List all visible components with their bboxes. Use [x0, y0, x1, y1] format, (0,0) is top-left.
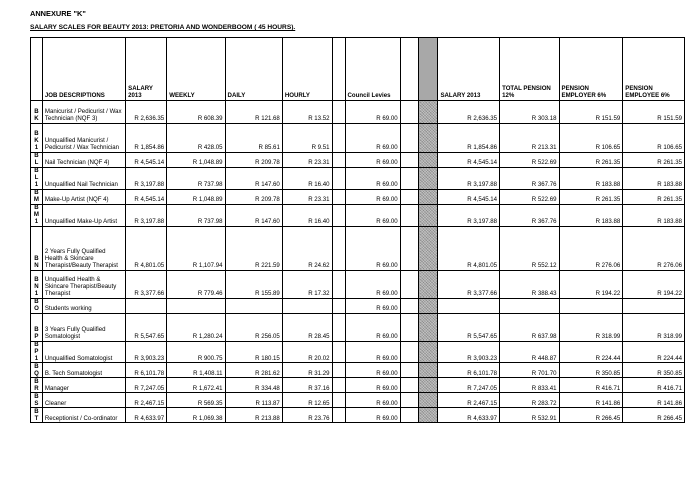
total-pension-cell: R 448.87 — [500, 341, 559, 363]
salary-cell: R 5,547.65 — [126, 313, 167, 341]
salary-header: SALARY 2013 — [126, 38, 167, 101]
hourly-cell: R 17.32 — [282, 270, 332, 298]
job-description: Unqualified Make-Up Artist — [42, 204, 125, 226]
pension-employee-cell: R 224.44 — [623, 341, 685, 363]
pension-employer-cell: R 261.35 — [559, 153, 623, 168]
weekly-cell: R 900.75 — [167, 341, 225, 363]
hourly-cell: R 37.16 — [282, 378, 332, 393]
total-pension-cell: R 303.18 — [500, 101, 559, 124]
pension-employee-cell: R 318.99 — [623, 313, 685, 341]
hourly-cell: R 13.52 — [282, 101, 332, 124]
job-description: Manager — [42, 378, 125, 393]
shaded-cell — [419, 408, 438, 423]
weekly-cell: R 608.39 — [167, 101, 225, 124]
annexure-title: ANNEXURE "K" — [30, 9, 86, 18]
spacer-cell — [400, 378, 418, 393]
table-row — [31, 378, 685, 393]
pension-employer-cell: R 183.88 — [559, 204, 623, 226]
daily-cell: R 155.89 — [225, 270, 282, 298]
job-description: Receptionist / Co-ordinator — [42, 408, 125, 423]
salary-2013-header: SALARY 2013 — [438, 38, 500, 101]
spacer-cell — [332, 124, 345, 153]
hourly-cell: R 9.51 — [282, 124, 332, 153]
spacer-cell — [332, 101, 345, 124]
row-code: B M 1 — [31, 204, 43, 226]
weekly-cell: R 1,069.38 — [167, 408, 225, 423]
pension-employer-cell: R 194.22 — [559, 270, 623, 298]
total-pension-cell: R 532.91 — [500, 408, 559, 423]
spacer-cell — [400, 408, 418, 423]
table-row — [31, 101, 685, 124]
weekly-cell: R 737.98 — [167, 168, 225, 190]
table-row — [31, 168, 685, 190]
salary-2013-cell — [438, 298, 500, 313]
hourly-cell — [282, 298, 332, 313]
pension-employee-header: PENSION EMPLOYEE 6% — [623, 38, 685, 101]
job-description: B. Tech Somatologist — [42, 363, 125, 378]
spacer-header — [400, 38, 418, 101]
row-code: B O — [31, 298, 43, 313]
salary-2013-cell: R 3,197.88 — [438, 204, 500, 226]
table-row — [31, 204, 685, 226]
council-levies-cell: R 69.00 — [345, 341, 400, 363]
salary-cell: R 4,545.14 — [126, 189, 167, 204]
shaded-cell — [419, 298, 438, 313]
daily-cell: R 213.88 — [225, 408, 282, 423]
salary-2013-cell: R 7,247.05 — [438, 378, 500, 393]
spacer-cell — [400, 393, 418, 408]
table-row — [31, 270, 685, 298]
daily-header: DAILY — [225, 38, 282, 101]
row-code: B T — [31, 408, 43, 423]
header-row — [31, 38, 685, 101]
council-levies-cell: R 69.00 — [345, 298, 400, 313]
table-row — [31, 393, 685, 408]
salary-cell: R 7,247.05 — [126, 378, 167, 393]
council-levies-cell: R 69.00 — [345, 101, 400, 124]
spacer-cell — [332, 378, 345, 393]
hourly-header: HOURLY — [282, 38, 332, 101]
shaded-cell — [419, 378, 438, 393]
pension-employee-cell: R 151.59 — [623, 101, 685, 124]
council-levies-cell: R 69.00 — [345, 226, 400, 270]
salary-2013-cell: R 6,101.78 — [438, 363, 500, 378]
row-code: B M — [31, 189, 43, 204]
pension-employer-cell: R 266.45 — [559, 408, 623, 423]
table-row — [31, 408, 685, 423]
row-code: B N — [31, 226, 43, 270]
job-description: 2 Years Fully Qualified Health & Skincare Therapist/Beauty Therapist — [42, 226, 125, 270]
shaded-cell — [419, 168, 438, 190]
pension-employee-cell: R 266.45 — [623, 408, 685, 423]
job-description: Cleaner — [42, 393, 125, 408]
daily-cell: R 209.78 — [225, 153, 282, 168]
daily-cell: R 121.68 — [225, 101, 282, 124]
total-pension-header: TOTAL PENSION 12% — [500, 38, 559, 101]
salary-2013-cell: R 4,801.05 — [438, 226, 500, 270]
table-row — [31, 189, 685, 204]
salary-scale-table — [30, 37, 685, 423]
job-description: Unqualified Manicurist / Pedicurist / Wax Technician — [42, 124, 125, 153]
weekly-header: WEEKLY — [167, 38, 225, 101]
daily-cell: R 180.15 — [225, 341, 282, 363]
pension-employer-cell: R 141.86 — [559, 393, 623, 408]
total-pension-cell: R 552.12 — [500, 226, 559, 270]
table-body — [31, 101, 685, 423]
spacer-header — [332, 38, 345, 101]
shaded-cell — [419, 153, 438, 168]
weekly-cell: R 1,408.11 — [167, 363, 225, 378]
daily-cell: R 147.60 — [225, 168, 282, 190]
salary-2013-cell: R 5,547.65 — [438, 313, 500, 341]
weekly-cell: R 428.05 — [167, 124, 225, 153]
council-levies-cell: R 69.00 — [345, 189, 400, 204]
shaded-cell — [419, 341, 438, 363]
spacer-cell — [400, 363, 418, 378]
salary-2013-cell: R 2,636.35 — [438, 101, 500, 124]
daily-cell: R 147.60 — [225, 204, 282, 226]
shaded-cell — [419, 270, 438, 298]
pension-employee-cell — [623, 298, 685, 313]
table-row — [31, 153, 685, 168]
pension-employee-cell: R 183.88 — [623, 204, 685, 226]
pension-employee-cell: R 141.86 — [623, 393, 685, 408]
spacer-cell — [332, 363, 345, 378]
salary-2013-cell: R 4,545.14 — [438, 153, 500, 168]
job-descriptions-header: JOB DESCRIPTIONS — [42, 38, 125, 101]
hourly-cell: R 16.40 — [282, 168, 332, 190]
weekly-cell: R 1,048.89 — [167, 189, 225, 204]
weekly-cell: R 779.46 — [167, 270, 225, 298]
salary-cell: R 4,633.97 — [126, 408, 167, 423]
daily-cell — [225, 298, 282, 313]
row-code: B S — [31, 393, 43, 408]
table-row — [31, 363, 685, 378]
weekly-cell: R 569.35 — [167, 393, 225, 408]
row-code: B P — [31, 313, 43, 341]
daily-cell: R 281.62 — [225, 363, 282, 378]
salary-cell: R 3,903.23 — [126, 341, 167, 363]
spacer-cell — [332, 189, 345, 204]
spacer-cell — [400, 189, 418, 204]
hourly-cell: R 31.29 — [282, 363, 332, 378]
salary-2013-cell: R 2,467.15 — [438, 393, 500, 408]
council-levies-cell: R 69.00 — [345, 378, 400, 393]
council-levies-cell: R 69.00 — [345, 168, 400, 190]
pension-employer-cell: R 261.35 — [559, 189, 623, 204]
weekly-cell — [167, 298, 225, 313]
job-description: Manicurist / Pedicurist / Wax Technician (NQF 3) — [42, 101, 125, 124]
daily-cell: R 334.48 — [225, 378, 282, 393]
spacer-cell — [400, 298, 418, 313]
spacer-cell — [400, 341, 418, 363]
shaded-cell — [419, 393, 438, 408]
spacer-cell — [332, 408, 345, 423]
table-row — [31, 298, 685, 313]
shaded-cell — [419, 189, 438, 204]
spacer-cell — [332, 313, 345, 341]
total-pension-cell: R 701.70 — [500, 363, 559, 378]
row-code: B R — [31, 378, 43, 393]
pension-employee-cell: R 194.22 — [623, 270, 685, 298]
job-description: Students working — [42, 298, 125, 313]
shaded-cell — [419, 204, 438, 226]
council-levies-header: Council Levies — [345, 38, 400, 101]
weekly-cell: R 1,048.89 — [167, 153, 225, 168]
pension-employer-cell: R 183.88 — [559, 168, 623, 190]
spacer-cell — [400, 153, 418, 168]
shaded-cell — [419, 313, 438, 341]
row-code: B K 1 — [31, 124, 43, 153]
table-row — [31, 124, 685, 153]
salary-2013-cell: R 4,633.97 — [438, 408, 500, 423]
code-header — [31, 38, 43, 101]
job-description: Make-Up Artist (NQF 4) — [42, 189, 125, 204]
hourly-cell: R 28.45 — [282, 313, 332, 341]
salary-cell: R 3,197.88 — [126, 168, 167, 190]
job-description: 3 Years Fully Qualified Somatologist — [42, 313, 125, 341]
spacer-cell — [332, 204, 345, 226]
pension-employer-cell — [559, 298, 623, 313]
daily-cell: R 256.05 — [225, 313, 282, 341]
pension-employer-cell: R 151.59 — [559, 101, 623, 124]
spacer-cell — [332, 153, 345, 168]
council-levies-cell: R 69.00 — [345, 124, 400, 153]
pension-employer-header: PENSION EMPLOYER 6% — [559, 38, 623, 101]
salary-2013-cell: R 1,854.86 — [438, 124, 500, 153]
shaded-cell — [419, 124, 438, 153]
weekly-cell: R 1,280.24 — [167, 313, 225, 341]
salary-cell — [126, 298, 167, 313]
weekly-cell: R 737.98 — [167, 204, 225, 226]
shaded-cell — [419, 363, 438, 378]
weekly-cell: R 1,107.94 — [167, 226, 225, 270]
pension-employer-cell: R 416.71 — [559, 378, 623, 393]
hourly-cell: R 23.31 — [282, 189, 332, 204]
council-levies-cell: R 69.00 — [345, 363, 400, 378]
salary-2013-cell: R 4,545.14 — [438, 189, 500, 204]
hourly-cell: R 23.76 — [282, 408, 332, 423]
salary-cell: R 2,467.15 — [126, 393, 167, 408]
table-row — [31, 226, 685, 270]
salary-2013-cell: R 3,197.88 — [438, 168, 500, 190]
spacer-cell — [332, 298, 345, 313]
salary-cell: R 1,854.86 — [126, 124, 167, 153]
total-pension-cell: R 367.76 — [500, 168, 559, 190]
total-pension-cell: R 283.72 — [500, 393, 559, 408]
pension-employee-cell: R 350.85 — [623, 363, 685, 378]
shaded-cell — [419, 226, 438, 270]
shaded-cell — [419, 101, 438, 124]
pension-employer-cell: R 318.99 — [559, 313, 623, 341]
daily-cell: R 113.87 — [225, 393, 282, 408]
total-pension-cell: R 388.43 — [500, 270, 559, 298]
spacer-cell — [400, 313, 418, 341]
job-description: Unqualified Nail Technician — [42, 168, 125, 190]
spacer-cell — [332, 226, 345, 270]
total-pension-cell: R 522.69 — [500, 153, 559, 168]
row-code: B L 1 — [31, 168, 43, 190]
pension-employee-cell: R 183.88 — [623, 168, 685, 190]
salary-cell: R 4,545.14 — [126, 153, 167, 168]
spacer-cell — [400, 168, 418, 190]
spacer-cell — [332, 341, 345, 363]
hourly-cell: R 20.02 — [282, 341, 332, 363]
job-description: Nail Technician (NQF 4) — [42, 153, 125, 168]
salary-2013-cell: R 3,903.23 — [438, 341, 500, 363]
pension-employer-cell: R 106.65 — [559, 124, 623, 153]
total-pension-cell: R 637.98 — [500, 313, 559, 341]
pension-employee-cell: R 276.06 — [623, 226, 685, 270]
table-row — [31, 313, 685, 341]
row-code: B K — [31, 101, 43, 124]
spacer-cell — [400, 270, 418, 298]
job-description: Unqualified Somatologist — [42, 341, 125, 363]
pension-employee-cell: R 416.71 — [623, 378, 685, 393]
council-levies-cell: R 69.00 — [345, 393, 400, 408]
pension-employee-cell: R 261.35 — [623, 189, 685, 204]
total-pension-cell: R 367.76 — [500, 204, 559, 226]
salary-2013-cell: R 3,377.66 — [438, 270, 500, 298]
hourly-cell: R 24.62 — [282, 226, 332, 270]
council-levies-cell: R 69.00 — [345, 153, 400, 168]
pension-employer-cell: R 224.44 — [559, 341, 623, 363]
row-code: B P 1 — [31, 341, 43, 363]
row-code: B Q — [31, 363, 43, 378]
council-levies-cell: R 69.00 — [345, 270, 400, 298]
council-levies-cell: R 69.00 — [345, 204, 400, 226]
row-code: B L — [31, 153, 43, 168]
pension-employer-cell: R 276.06 — [559, 226, 623, 270]
hourly-cell: R 12.65 — [282, 393, 332, 408]
spacer-cell — [400, 101, 418, 124]
spacer-cell — [332, 168, 345, 190]
total-pension-cell: R 522.69 — [500, 189, 559, 204]
pension-employer-cell: R 350.85 — [559, 363, 623, 378]
council-levies-cell: R 69.00 — [345, 408, 400, 423]
salary-cell: R 3,197.88 — [126, 204, 167, 226]
table-row — [31, 341, 685, 363]
daily-cell: R 221.59 — [225, 226, 282, 270]
total-pension-cell: R 213.31 — [500, 124, 559, 153]
spacer-cell — [400, 204, 418, 226]
salary-cell: R 4,801.05 — [126, 226, 167, 270]
salary-cell: R 3,377.66 — [126, 270, 167, 298]
daily-cell: R 209.78 — [225, 189, 282, 204]
spacer-cell — [400, 124, 418, 153]
row-code: B N 1 — [31, 270, 43, 298]
job-description: Unqualified Health & Skincare Therapist/Beauty Therapist — [42, 270, 125, 298]
document-subtitle: SALARY SCALES FOR BEAUTY 2013: PRETORIA AND WONDERBOOM ( 45 HOURS). — [30, 24, 296, 31]
total-pension-cell — [500, 298, 559, 313]
salary-cell: R 6,101.78 — [126, 363, 167, 378]
total-pension-cell: R 833.41 — [500, 378, 559, 393]
council-levies-cell: R 69.00 — [345, 313, 400, 341]
daily-cell: R 85.61 — [225, 124, 282, 153]
weekly-cell: R 1,672.41 — [167, 378, 225, 393]
hourly-cell: R 16.40 — [282, 204, 332, 226]
spacer-cell — [332, 393, 345, 408]
pension-employee-cell: R 106.65 — [623, 124, 685, 153]
spacer-cell — [332, 270, 345, 298]
shaded-column-header — [419, 38, 438, 101]
salary-cell: R 2,636.35 — [126, 101, 167, 124]
pension-employee-cell: R 261.35 — [623, 153, 685, 168]
spacer-cell — [400, 226, 418, 270]
hourly-cell: R 23.31 — [282, 153, 332, 168]
